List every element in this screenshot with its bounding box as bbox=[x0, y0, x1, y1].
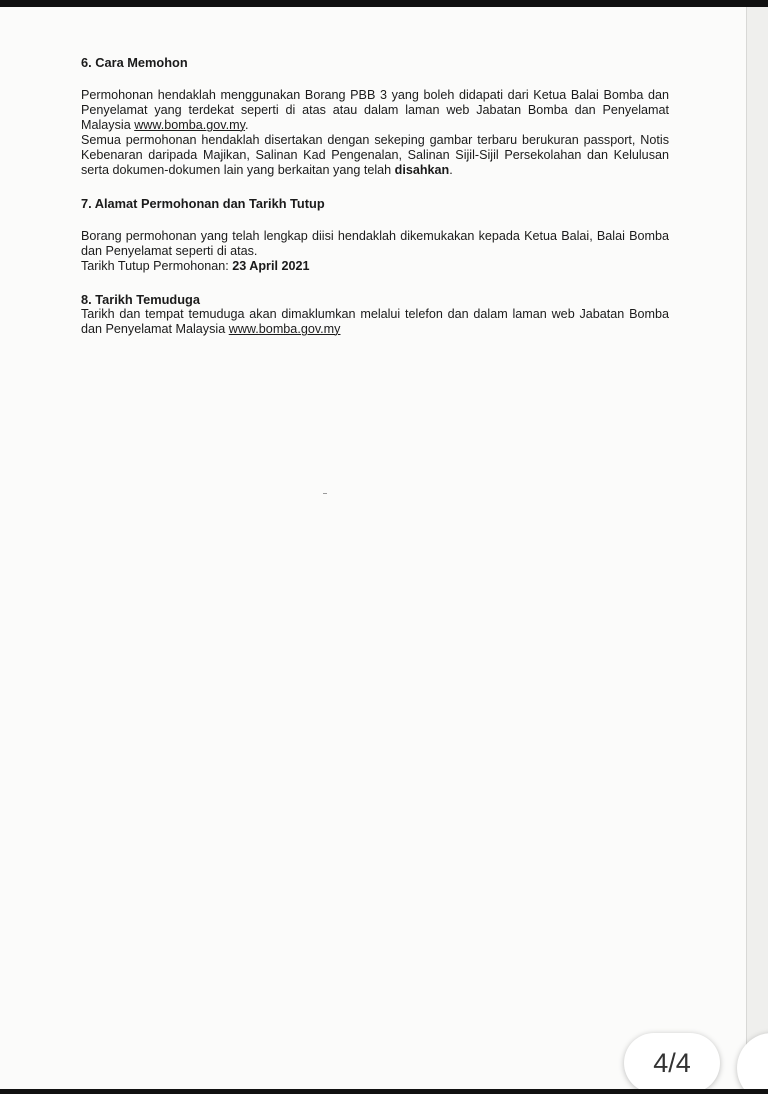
section-heading-alamat-permohonan: 7. Alamat Permohonan dan Tarikh Tutup bbox=[81, 196, 325, 211]
closing-date-line bbox=[81, 259, 669, 274]
document-page bbox=[0, 7, 746, 1089]
closing-date-value: 23 April 2021 bbox=[232, 259, 310, 273]
document-body bbox=[81, 55, 669, 337]
scan-speck bbox=[323, 493, 327, 494]
disahkan-text: disahkan bbox=[394, 163, 450, 177]
paragraph-text: Permohonan hendaklah menggunakan Borang PBB 3 yang boleh didapati dari Ketua Balai Bomba dan Penyelamat yang terdekat seperti di atas atau dalam laman web Jabatan Bomba dan Penyelamat Malaysia bbox=[81, 88, 669, 132]
section-heading-cara-memohon: 6. Cara Memohon bbox=[81, 55, 188, 70]
paragraph-submission: Borang permohonan yang telah lengkap diisi hendaklah dikemukakan kepada Ketua Balai, Balai Bomba dan Penyelamat seperti di atas. bbox=[81, 229, 669, 258]
section-heading-tarikh-temuduga: 8. Tarikh Temuduga bbox=[81, 292, 200, 307]
paragraph-interview bbox=[81, 307, 669, 337]
paragraph-text: Tarikh dan tempat temuduga akan dimaklumkan melalui telefon dan dalam laman web Jabatan Bomba dan Penyelamat Malaysia bbox=[81, 307, 669, 336]
paragraph-text: Semua permohonan hendaklah disertakan dengan sekeping gambar terbaru berukuran passport, Notis Kebenaran daripada Majikan, Salinan Kad Pengenalan, Salinan Sijil-Sijil Persekolahan dan Kelulusan serta dokumen-dokumen lain yang berkaitan yang telah bbox=[81, 133, 669, 177]
paragraph-borang-info: Permohonan hendaklah menggunakan Borang PBB 3 yang boleh didapati dari Ketua Balai Bomba dan Penyelamat yang terdekat seperti di atas atau dalam laman web Jabatan Bomba dan Penyelamat Malaysia www.bomba.gov.my. bbox=[81, 88, 669, 132]
closing-date-label: Tarikh Tutup Permohonan: bbox=[81, 259, 233, 273]
paragraph-documents-required: Semua permohonan hendaklah disertakan dengan sekeping gambar terbaru berukuran passport, Notis Kebenaran daripada Majikan, Salinan Kad Pengenalan, Salinan Sijil-Sijil Persekolahan dan Kelulusan serta dokumen-dokumen lain yang berkaitan yang telah disahkan. bbox=[81, 133, 669, 177]
page-edge bbox=[746, 7, 768, 1089]
bomba-website-link[interactable]: www.bomba.gov.my bbox=[134, 118, 246, 132]
bomba-website-link[interactable]: www.bomba.gov.my bbox=[228, 322, 341, 336]
page-indicator-badge: 4/4 bbox=[624, 1033, 720, 1093]
